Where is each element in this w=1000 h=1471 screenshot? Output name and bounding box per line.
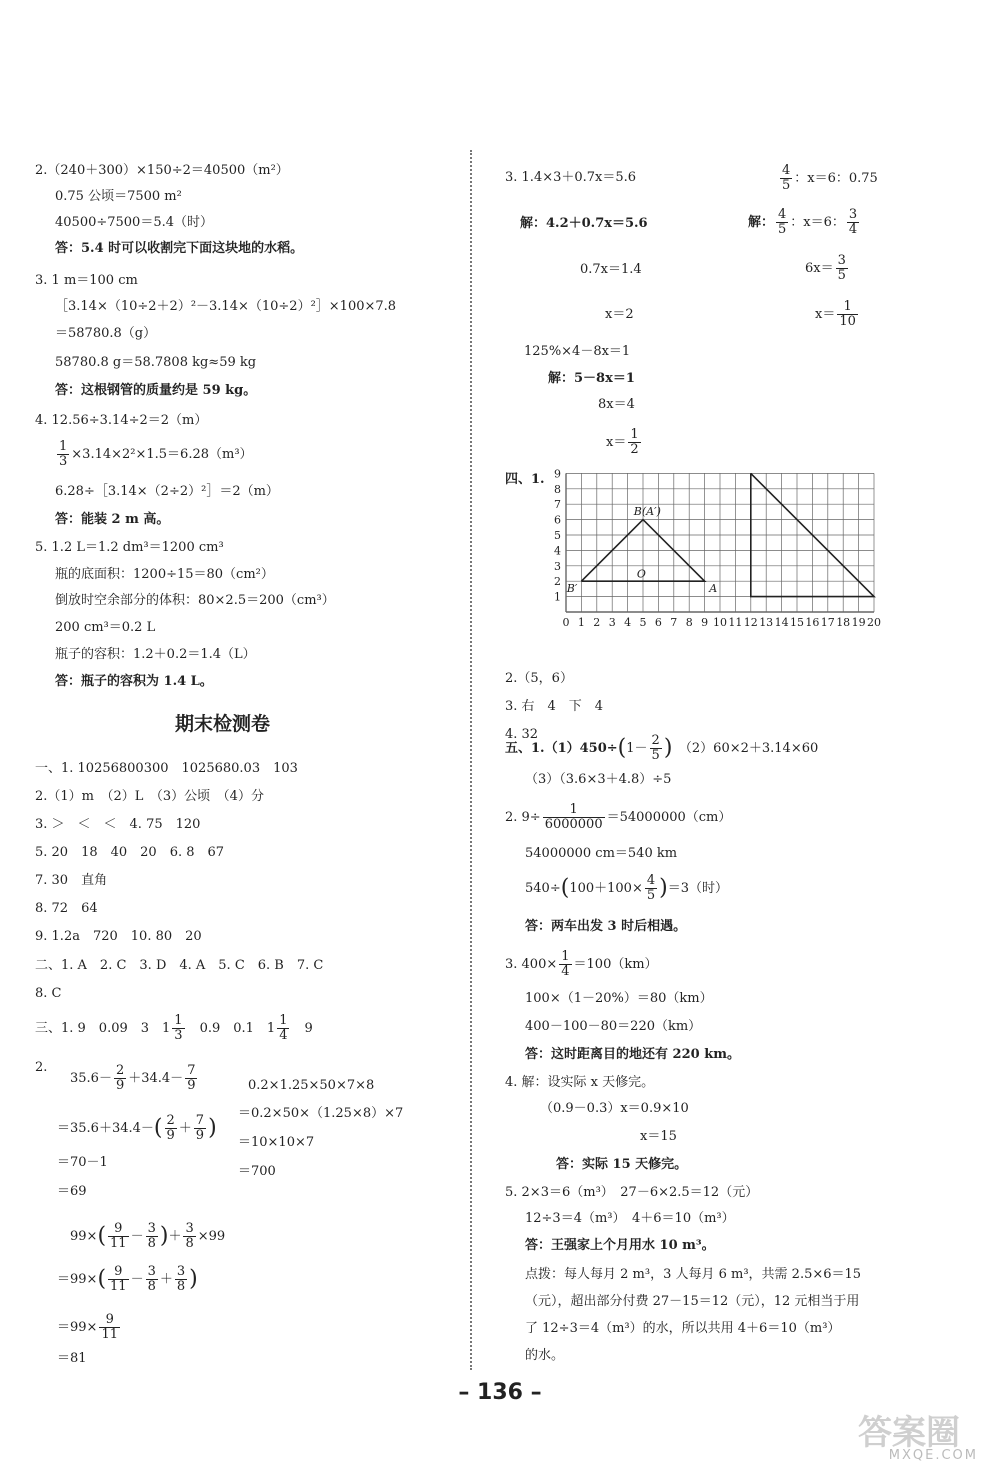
text-line: 5. 2×3＝6（m³） 27－6×2.5＝12（元） [505,1185,759,1200]
tip-line: （元），超出部分付费 27－15＝12（元），12 元相当于用 [525,1294,860,1309]
text-line: 3. ＞ ＜ ＜ 4. 75 120 [35,817,201,832]
fraction: $\frac{9}{11}$ [110,1264,127,1294]
text-line: 125%×4－8x＝1 [524,344,631,359]
text-line: ＝81 [57,1351,87,1366]
text-line: 3. 右 4 下 4 [505,699,604,714]
text-line: 三、1. 9 0.09 3 1 $\frac{1}{3}$ 0.9 0.1 1 $\frac{1}{4}$ 9 [35,1013,313,1043]
text-line: 4. 32 [505,727,539,742]
x-tick-label: 19 [851,616,866,629]
fraction: $\frac{2}{5}$ [651,733,660,763]
y-tick-label: 9 [554,468,561,481]
section-heading: 期末检测卷 [175,713,271,735]
y-tick-label: 7 [554,498,561,512]
answer-line: 答：两车出发 3 时后相遇。 [525,919,687,934]
text-line: x＝ $\frac{1}{2}$ [606,427,639,457]
text-line: ＝700 [238,1164,276,1179]
text-line: 四、1. [505,472,545,487]
x-tick-label: 10 [713,616,727,629]
fraction: $\frac{1}{3}$ [174,1013,183,1043]
fraction: $\frac{1}{4}$ [561,949,570,979]
point-label-a: A [709,581,718,595]
text-line: ［3.14×（10÷2＋2）²－3.14×（10÷2）²］×100×7.8 [55,299,397,314]
text-line: 540÷(100＋100× $\frac{4}{5}$ )＝3（时） [525,873,728,903]
text-line: 解：5－8x＝1 [548,371,635,386]
fraction: $\frac{3}{5}$ [837,253,846,283]
fraction: $\frac{3}{8}$ [185,1221,194,1251]
text-line: x＝15 [640,1129,677,1144]
y-tick-label: 8 [554,482,561,496]
watermark-url: MXQE.COM [888,1448,978,1463]
x-tick-label: 5 [639,616,647,629]
fraction: $\frac{3}{8}$ [176,1264,186,1294]
text-line: 99×( $\frac{9}{11}$ － $\frac{3}{8}$ )＋ $\frac{3}{8}$ ×99 [70,1221,226,1251]
answer-line: 答：能装 2 m 高。 [55,512,170,527]
fraction: $\frac{4}{5}$ [778,207,787,237]
x-tick-label: 20 [867,616,881,629]
text-line: 6x＝ $\frac{3}{5}$ [805,253,846,283]
x-tick-label: 4 [624,616,632,629]
text-line: 200 cm³＝0.2 L [55,620,156,635]
fraction: $\frac{9}{11}$ [101,1312,118,1342]
x-tick-label: 1 [577,616,585,629]
point-label-o: O [636,567,646,581]
text-line: 0.2×1.25×50×7×8 [248,1078,375,1093]
text-line: x＝2 [605,307,634,322]
text-line: 倒放时空余部分的体积：80×2.5＝200（cm³） [55,593,335,608]
text-line: ＝99× $\frac{9}{11}$ [57,1312,118,1342]
fraction: $\frac{1}{2}$ [630,427,639,457]
answer-line: 答：瓶子的容积为 1.4 L。 [55,674,213,689]
text-line: 58780.8 g＝58.7808 kg≈59 kg [55,355,257,370]
text-line: ＝70－1 [57,1155,108,1170]
text-line: 3. 1 m＝100 cm [35,273,138,288]
text-line: 2.（1）m （2）L （3）公顷 （4）分 [35,789,264,804]
text-line: ＝10×10×7 [238,1135,315,1150]
fraction: $\frac{4}{5}$ [782,163,791,193]
fraction: $\frac{3}{8}$ [147,1221,156,1251]
fraction: $\frac{3}{4}$ [848,207,858,237]
watermark-logo: 答案圈 [858,1413,960,1453]
text-line: （3）（3.6×3＋4.8）÷5 [525,772,672,787]
text-line: 5. 20 18 40 20 6. 8 67 [35,845,225,860]
text-line: 解：4.2＋0.7x＝5.6 [520,216,648,231]
text-line: 5. 1.2 L＝1.2 dm³＝1200 cm³ [35,540,224,555]
point-label-b-prime: B′ [566,581,578,595]
x-tick-label: 2 [593,616,601,629]
text-line: 解： $\frac{4}{5}$ ：x＝6： $\frac{3}{4}$ [748,207,858,237]
text-line: 2.（5，6） [505,671,573,686]
fraction: $\frac{2}{9}$ [166,1113,175,1143]
text-line: 100×（1－20%）＝80（km） [525,991,713,1006]
y-tick-label: 4 [554,544,561,558]
x-tick-label: 15 [790,616,804,629]
answer-line: 答：这根钢管的质量约是 59 kg。 [55,383,257,398]
page-number: – 136 – [458,1380,542,1405]
y-tick-label: 3 [554,559,561,573]
text-line: 40500÷7500＝5.4（时） [55,215,214,230]
text-line: 54000000 cm＝540 km [525,846,678,861]
fraction: $\frac{1}{3}$ [59,439,68,469]
text-line: 3. 1.4×3＋0.7x＝5.6 [505,170,637,185]
text-line: 12÷3＝4（m³） 4＋6＝10（m³） [525,1211,735,1226]
text-line: 五、1.（1）450÷(1－ $\frac{2}{5}$ ) （2）60×2＋3.14×60 [505,733,819,763]
text-line: 一、1. 10256800300 1025680.03 103 [35,761,298,776]
fraction: $\frac{7}{9}$ [187,1063,196,1093]
fraction: $\frac{9}{11}$ [110,1221,127,1251]
fraction: $\frac{1}{4}$ [279,1013,288,1043]
tip-line: 的水。 [525,1348,565,1363]
x-tick-label: 11 [728,616,743,629]
fraction: $\frac{4}{5}$ [646,873,656,903]
x-tick-label: 3 [608,616,616,629]
text-line: 4. 12.56÷3.14÷2＝2（m） [35,413,208,428]
answer-line: 答：这时距离目的地还有 220 km。 [525,1047,740,1062]
text-line: x＝ $\frac{1}{10}$ [815,299,856,329]
x-tick-label: 9 [701,616,709,629]
text-line: ＝0.2×50×（1.25×8）×7 [238,1106,404,1121]
fraction: $\frac{1}{10}$ [839,299,856,329]
point-label-b: B(A′) [633,504,661,518]
text-line: 7. 30 直角 [35,873,108,888]
x-tick-label: 14 [774,616,789,629]
text-line: 2. 9÷ $\frac{1}{6000000}$ ＝54000000（cm） [505,802,732,832]
tip-line: 了 12÷3＝4（m³）的水，所以共用 4＋6＝10（m³） [525,1321,841,1336]
text-line: 8x＝4 [598,397,635,412]
tip-line: 点拨：每人每月 2 m³，3 人每月 6 m³，共需 2.5×6＝15 [525,1267,862,1282]
text-line: 35.6－ $\frac{2}{9}$ ＋34.4－ $\frac{7}{9}$ [70,1063,196,1093]
fraction: $\frac{3}{8}$ [147,1264,156,1294]
text-line: ＝35.6＋34.4－( $\frac{2}{9}$ ＋ $\frac{7}{9}$ ) [57,1113,217,1143]
text-line: 2.（240＋300）×150÷2＝40500（m²） [35,163,289,178]
text-line: 2. [35,1060,48,1075]
text-line: 8. C [35,986,62,1001]
x-tick-label: 18 [836,616,851,629]
text-line: 3. 400× $\frac{1}{4}$ ＝100（km） [505,949,658,979]
text-line: 400－100－80＝220（km） [525,1019,702,1034]
text-line: 瓶的底面积：1200÷15＝80（cm²） [55,567,274,582]
answer-line: 答：实际 15 天修完。 [556,1157,688,1172]
x-tick-label: 8 [685,616,693,629]
text-line: $\frac{4}{5}$ ：x＝6：0.75 [782,163,878,193]
text-line: 0.7x＝1.4 [580,262,642,277]
text-line: $\frac{1}{3}$ ×3.14×2²×1.5＝6.28（m³） [59,439,253,469]
x-tick-label: 13 [759,616,774,629]
x-tick-label: 6 [654,616,662,629]
coordinate-grid [540,468,900,640]
fraction: $\frac{2}{9}$ [115,1063,125,1093]
fraction: $\frac{7}{9}$ [195,1113,205,1143]
x-tick-label: 7 [670,616,678,629]
text-line: ＝69 [57,1184,87,1199]
y-tick-label: 2 [554,575,561,589]
fraction: $\frac{1}{6000000}$ [544,802,603,832]
x-tick-label: 12 [743,616,758,629]
x-tick-label: 0 [562,616,570,629]
column-divider [470,150,472,1370]
text-line: （0.9－0.3）x＝0.9×10 [540,1101,689,1116]
answer-line: 答：王强家上个月用水 10 m³。 [525,1238,715,1253]
text-line: 瓶子的容积：1.2＋0.2＝1.4（L） [55,647,256,662]
x-tick-label: 16 [805,616,820,629]
text-line: 6.28÷［3.14×（2÷2）²］＝2（m） [55,484,279,499]
text-line: 二、1. A 2. C 3. D 4. A 5. C 6. B 7. C [35,958,324,973]
text-line: 0.75 公顷＝7500 m² [55,189,182,204]
answer-line: 答：5.4 时可以收割完下面这块地的水稻。 [55,241,304,256]
text-line: 4. 解：设实际 x 天修完。 [505,1075,655,1090]
text-line: ＝58780.8（g） [55,326,157,341]
y-tick-label: 5 [554,529,561,542]
y-tick-label: 1 [554,590,561,604]
text-line: 8. 72 64 [35,901,98,916]
text-line: ＝99×( $\frac{9}{11}$ － $\frac{3}{8}$ ＋ $\frac{3}{8}$ ) [57,1264,198,1294]
text-line: 9. 1.2a 720 10. 80 20 [35,929,202,944]
x-tick-label: 17 [820,616,835,629]
y-tick-label: 6 [554,513,561,527]
